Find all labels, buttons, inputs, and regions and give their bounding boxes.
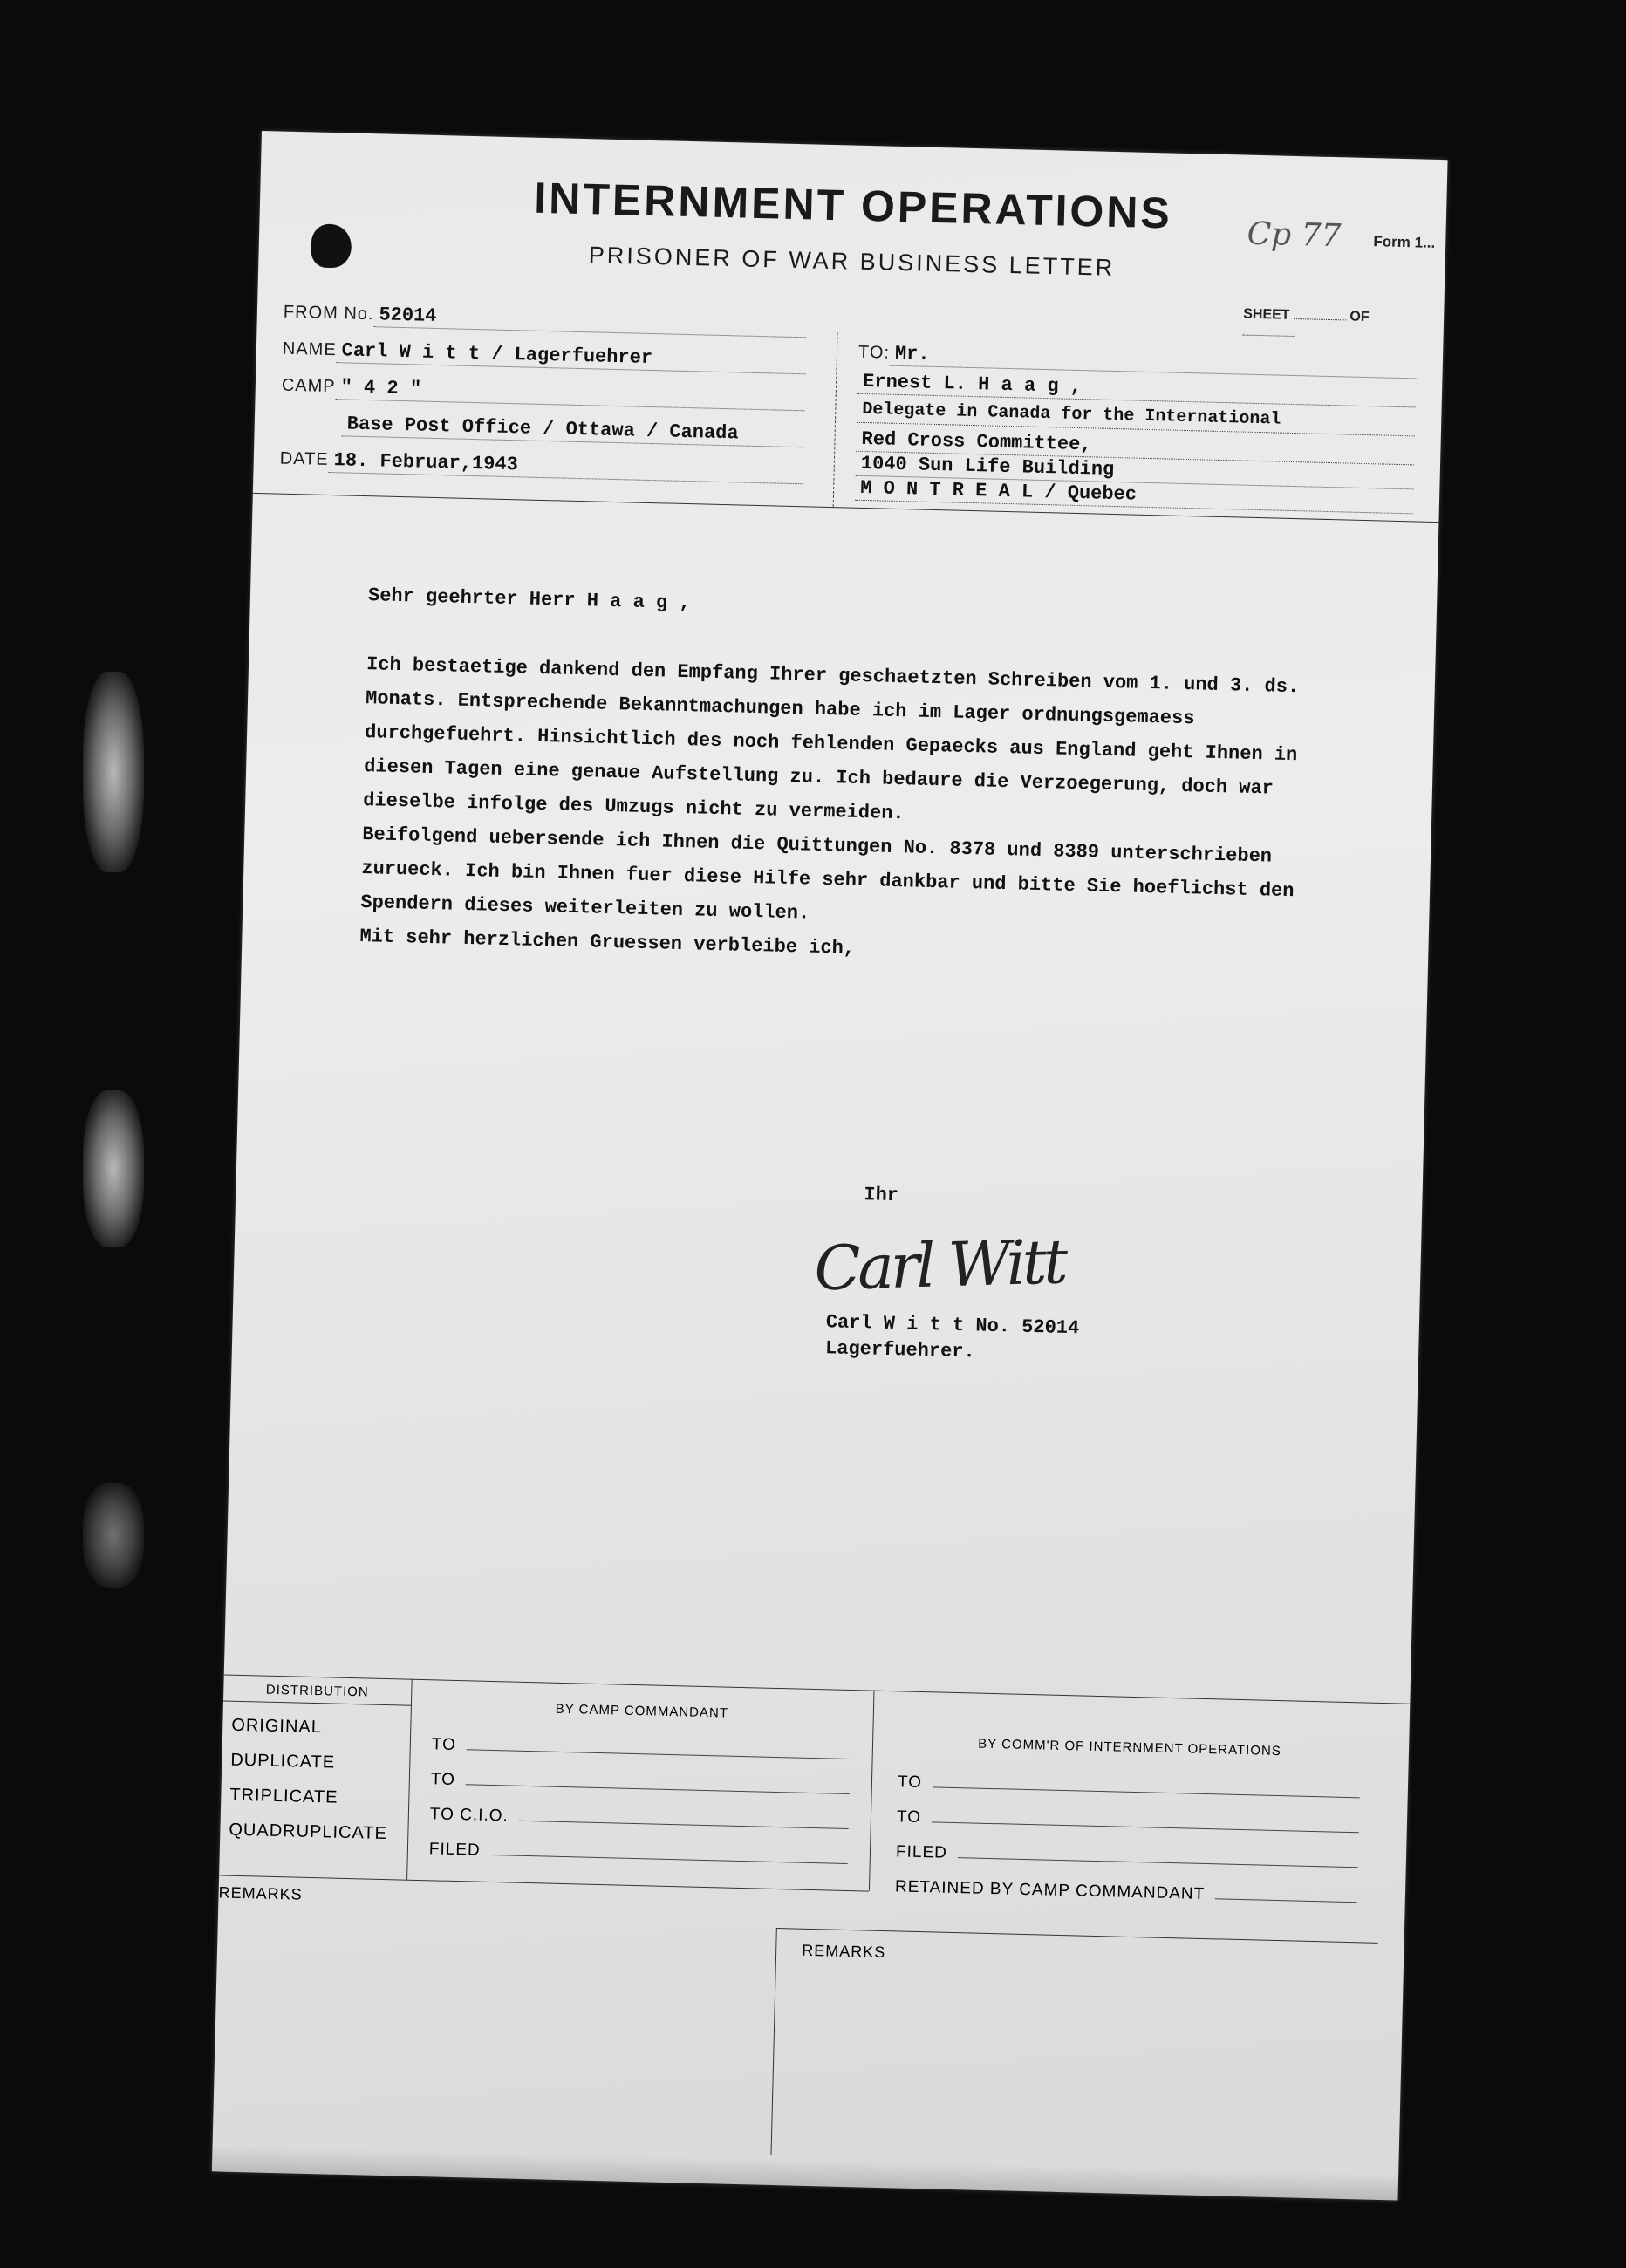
date-value: 18. Februar,1943 <box>328 449 803 484</box>
closing: Ihr <box>864 1184 899 1207</box>
to-line: M O N T R E A L / Quebec <box>855 477 1413 515</box>
signer-title: Lagerfuehrer. <box>824 1337 975 1363</box>
distribution-item: QUADRUPLICATE <box>229 1820 388 1844</box>
distribution-list <box>229 1708 390 1851</box>
of-label: OF <box>1349 309 1370 325</box>
date-label: DATE <box>279 448 329 469</box>
distribution-section <box>212 1674 1411 2200</box>
remarks-rule <box>776 1928 1378 1944</box>
form-subtitle: PRISONER OF WAR BUSINESS LETTER <box>588 242 1116 281</box>
to-line: Ernest L. H a a g , <box>857 371 1416 408</box>
routing-label: TO <box>896 1807 922 1827</box>
handwritten-mark: Cp 77 <box>1247 215 1342 255</box>
retained-label: RETAINED BY CAMP COMMANDANT <box>894 1877 1206 1904</box>
camp-value: " 4 2 " <box>335 376 805 411</box>
distribution-item: TRIPLICATE <box>229 1785 338 1807</box>
salutation: Sehr geehrter Herr H a a g , <box>367 584 691 615</box>
routing-label: TO <box>897 1773 923 1793</box>
film-edge-highlight <box>83 672 144 872</box>
film-edge-highlight <box>83 1090 144 1247</box>
form-title: INTERNMENT OPERATIONS <box>533 173 1173 238</box>
routing-label: TO C.I.O. <box>429 1805 509 1826</box>
to-line: Mr. <box>890 343 1418 379</box>
letter-paragraph: Mit sehr herzlichen Gruessen verbleibe ich, <box>359 926 856 960</box>
routing-label: FILED <box>895 1842 948 1862</box>
from-label: FROM No. <box>283 302 374 324</box>
to-line: Delegate in Canada for the International <box>857 400 1415 437</box>
letter-body <box>359 578 1328 977</box>
column-divider <box>770 1928 776 2155</box>
commr-label: BY COMM'R OF INTERNMENT OPERATIONS <box>978 1736 1282 1759</box>
to-label: TO: <box>857 342 891 363</box>
sheet-label: SHEET <box>1242 306 1290 323</box>
routing-label: TO <box>431 1735 457 1754</box>
routing-line <box>933 1767 1360 1798</box>
to-line: Red Cross Committee, <box>856 428 1414 466</box>
remarks-rule <box>219 1875 869 1891</box>
camp-commandant-rows <box>428 1727 851 1877</box>
distribution-label: DISTRIBUTION <box>223 1681 411 1705</box>
film-edge-highlight <box>83 1483 144 1588</box>
address-value: Base Post Office / Ottawa / Canada <box>341 413 804 447</box>
to-line: 1040 Sun Life Building <box>856 453 1414 490</box>
camp-label: CAMP <box>281 375 336 397</box>
from-value: 52014 <box>373 304 807 338</box>
commr-rows <box>895 1765 1361 1916</box>
letter-sheet <box>212 131 1448 2201</box>
form-number: Form 1... <box>1373 233 1436 251</box>
name-value: Carl W i t t / Lagerfuehrer <box>336 339 806 374</box>
distribution-item: ORIGINAL <box>231 1715 323 1738</box>
routing-label: TO <box>430 1770 456 1789</box>
name-label: NAME <box>282 338 337 360</box>
letter-paragraph: Ich bestaetige dankend den Empfang Ihrer geschaetzten Schreiben vom 1. und 3. ds. Monats. Entsprechende Bekanntmachungen habe ich im Lager ordnungsgemaess durchgefuehrt. Hinsichtlich des noch fehlenden Gepaecks aus England geht Ihnen in diesen Tagen eine genaue Aufstellung zu. Ich bedaure die Verzoegerung, doch war dieselbe infolge des Umzugs nicht zu vermeiden. <box>362 653 1300 825</box>
remarks-label-left: REMARKS <box>218 1883 303 1903</box>
camp-commandant-label: BY CAMP COMMANDANT <box>555 1701 729 1721</box>
routing-line <box>1215 1879 1357 1903</box>
handwritten-signature: Carl Witt <box>813 1226 1066 1305</box>
signer-name: Carl W i t t No. 52014 <box>825 1311 1080 1340</box>
routing-label: FILED <box>428 1840 482 1860</box>
signature-block <box>825 1309 1080 1368</box>
letter-paragraph: Beifolgend uebersende ich Ihnen die Quittungen No. 8378 und 8389 unterschrieben zurueck. Ich bin Ihnen fuer diese Hilfe sehr dankbar und bitte Sie hoeflichst den Spendern dieses weiterleiten zu wollen. <box>360 823 1295 925</box>
remarks-label-right: REMARKS <box>801 1941 886 1962</box>
routing-line <box>467 1730 851 1759</box>
distribution-item: DUPLICATE <box>230 1750 336 1773</box>
